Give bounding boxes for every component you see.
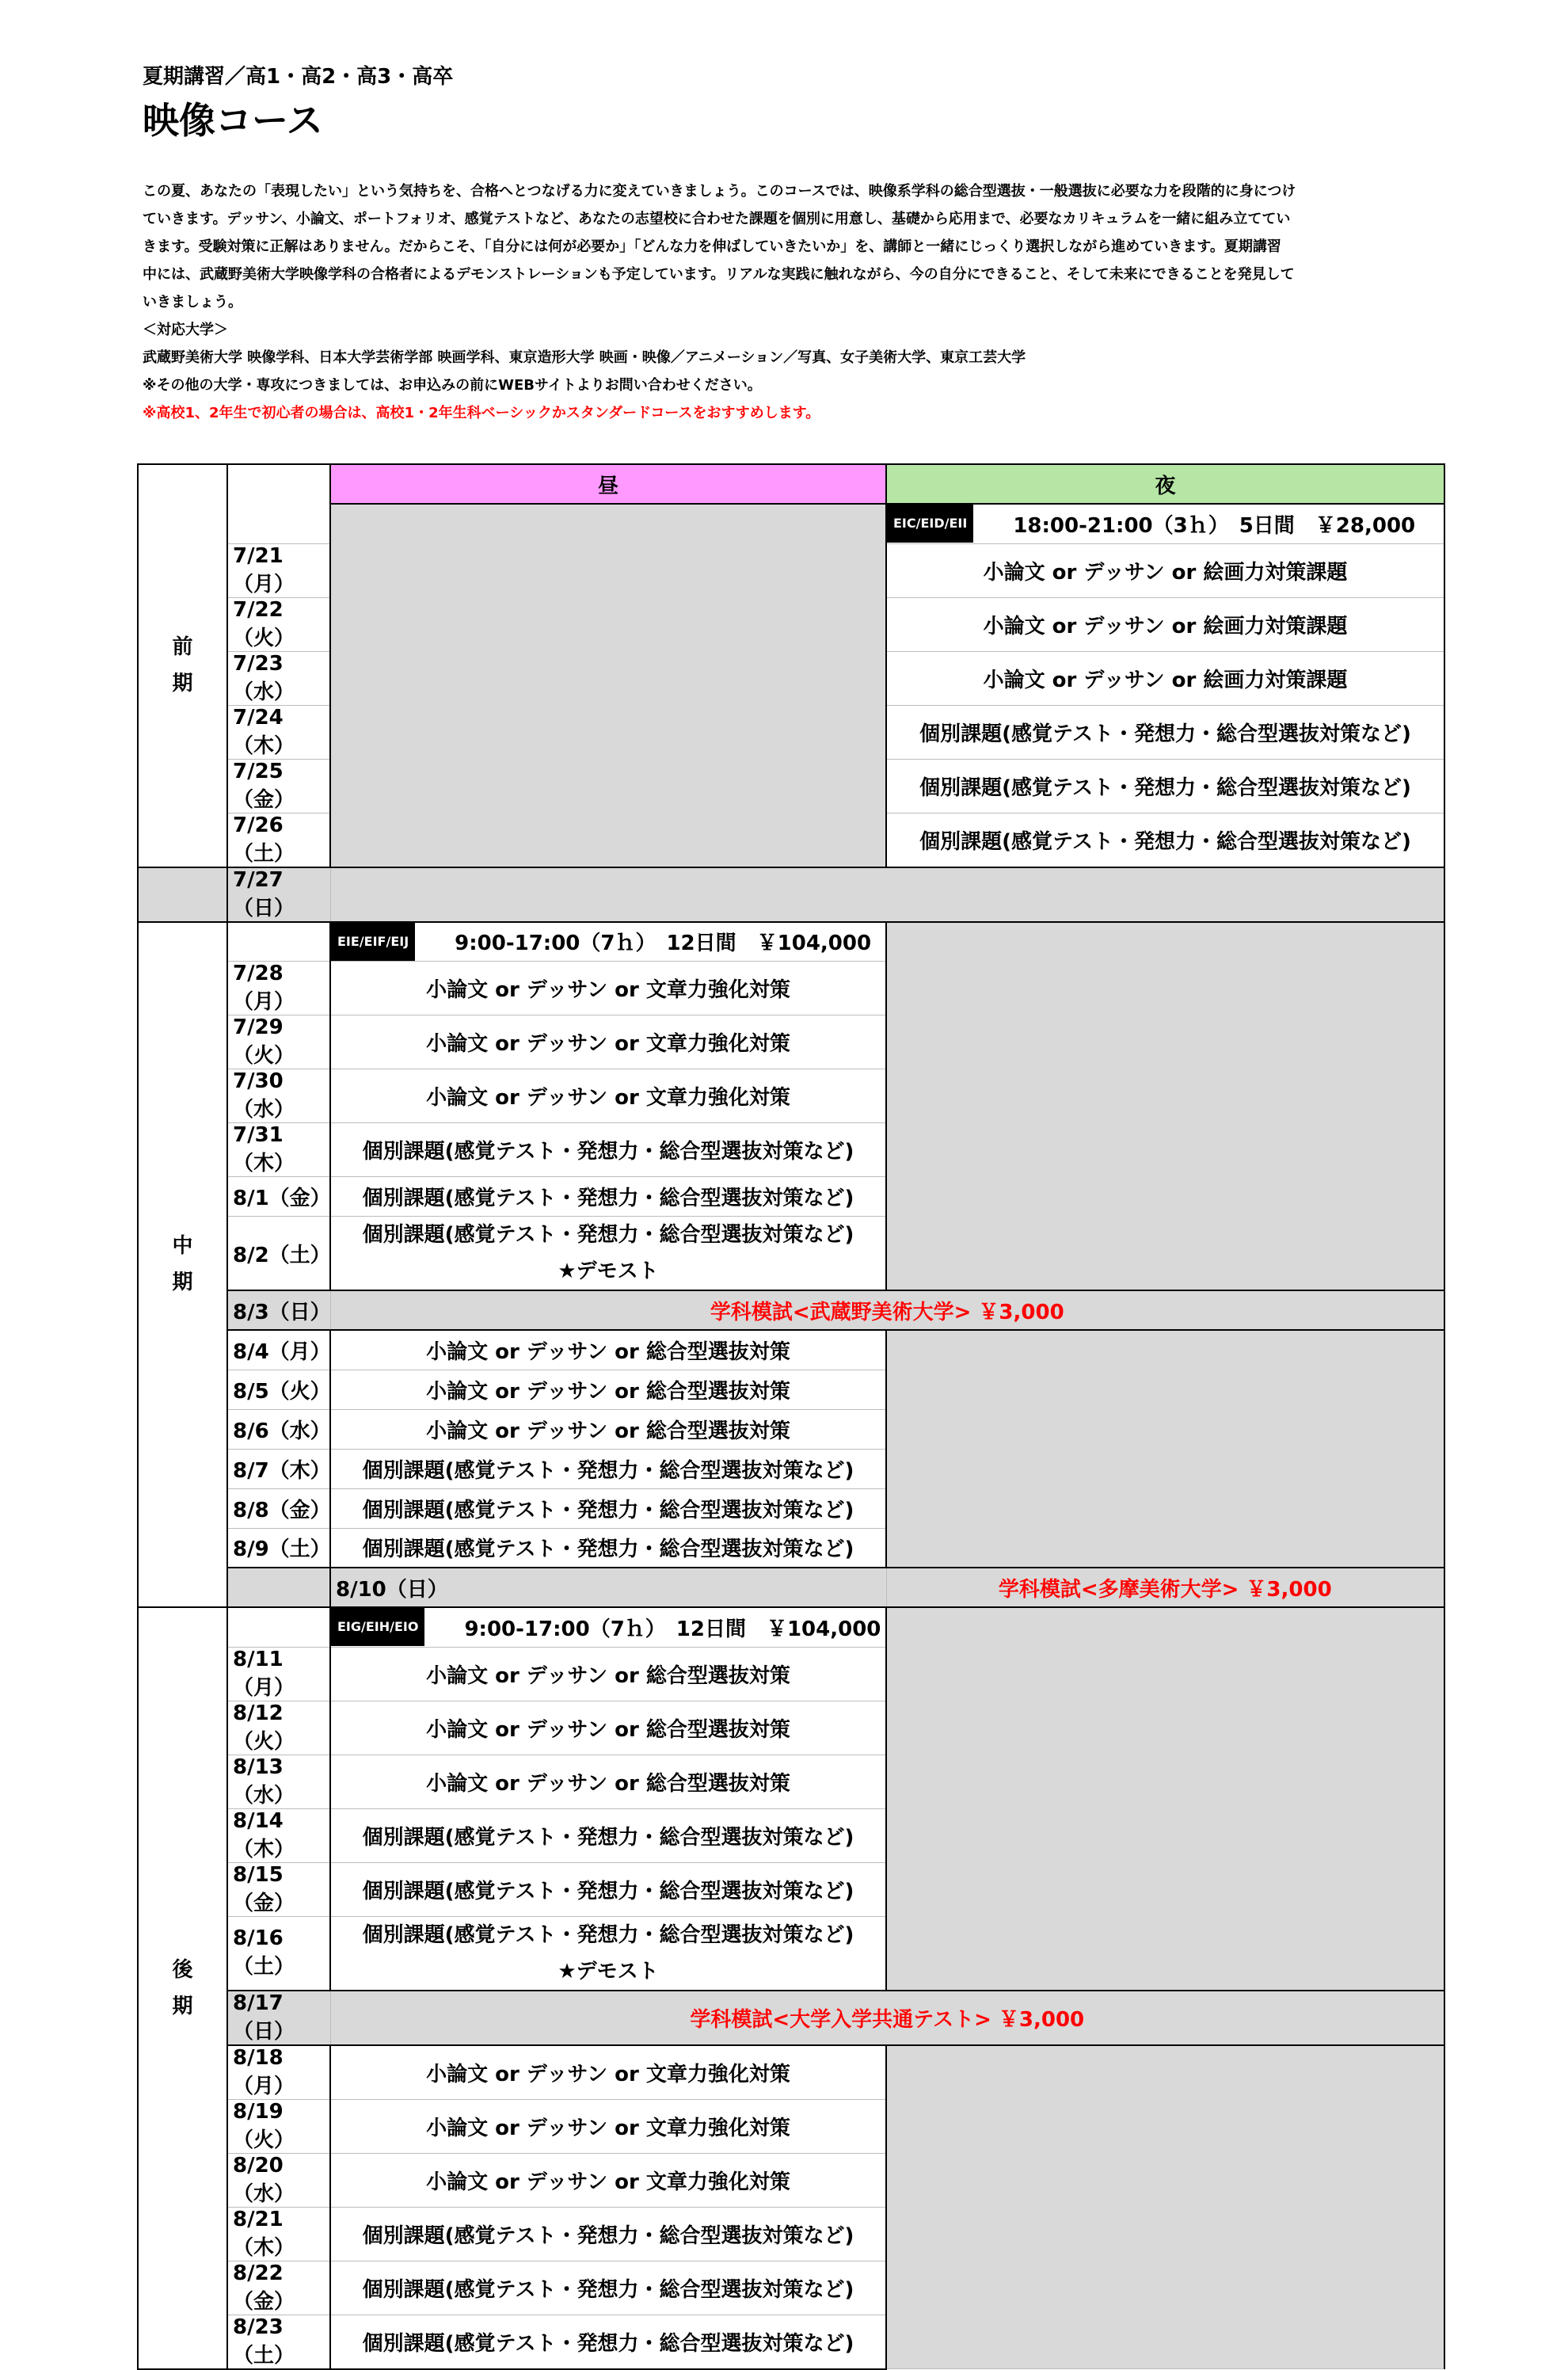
date-cell: 7/30（水） — [227, 1069, 330, 1123]
session-cell: 小論文 or デッサン or 文章力強化対策 — [330, 1015, 886, 1069]
session-cell: 小論文 or デッサン or 絵画力対策課題 — [886, 597, 1444, 651]
intro-line: 中には、武蔵野美術大学映像学科の合格者によるデモンストレーションも予定しています。リアルな実践に触れながら、今の自分にできること、そして未来にできることを発見して — [143, 266, 1295, 283]
night-inactive-block — [886, 922, 1444, 1291]
course-code-badge: EIC/EID/EII — [887, 505, 973, 543]
day-inactive-block — [330, 504, 886, 867]
date-cell: 7/25（金） — [227, 759, 330, 813]
night-inactive-block — [886, 2045, 1444, 2369]
date-cell: 8/10（日） — [330, 1568, 886, 1607]
session-text: 個別課題(感覚テスト・発想力・総合型選抜対策など) — [362, 1922, 854, 1947]
session-cell: 個別課題(感覚テスト・発想力・総合型選抜対策など) — [330, 1862, 886, 1916]
session-cell: 個別課題(感覚テスト・発想力・総合型選抜対策など) — [330, 1123, 886, 1177]
night-info-row — [138, 504, 1444, 543]
date-cell: 8/7（木） — [227, 1449, 330, 1488]
schedule-row — [138, 1330, 1444, 1370]
date-blank — [227, 1607, 330, 1647]
day-course-info — [330, 922, 886, 962]
date-cell: 8/8（金） — [227, 1488, 330, 1528]
date-cell: 8/17（日） — [227, 1991, 330, 2045]
course-time-price: 9:00-17:00（7ｈ） 12日間 ￥104,000 — [455, 932, 872, 956]
session-cell: 個別課題(感覚テスト・発想力・総合型選抜対策など) — [330, 2315, 886, 2369]
session-cell: 小論文 or デッサン or 総合型選抜対策 — [330, 1370, 886, 1409]
date-blank — [227, 922, 330, 962]
demo-label: ★デモスト — [558, 1259, 659, 1283]
course-code-badge: EIG/EIH/EIO — [331, 1608, 424, 1646]
date-cell: 8/21（木） — [227, 2207, 330, 2261]
session-cell: 個別課題(感覚テスト・発想力・総合型選抜対策など) — [330, 1449, 886, 1488]
session-cell: 小論文 or デッサン or 総合型選抜対策 — [330, 1755, 886, 1808]
date-cell: 8/9（土） — [227, 1528, 330, 1568]
exam-row — [138, 1568, 1444, 1607]
date-cell: 8/13（水） — [227, 1755, 330, 1808]
session-cell: 小論文 or デッサン or 文章力強化対策 — [330, 2045, 886, 2100]
session-cell: 小論文 or デッサン or 総合型選抜対策 — [330, 1701, 886, 1755]
date-cell: 8/5（火） — [227, 1370, 330, 1409]
session-cell: 小論文 or デッサン or 文章力強化対策 — [330, 962, 886, 1015]
session-cell: 個別課題(感覚テスト・発想力・総合型選抜対策など) — [330, 1488, 886, 1528]
date-cell: 8/2（土） — [227, 1217, 330, 1291]
date-cell: 8/16（土） — [227, 1916, 330, 1991]
session-cell: 個別課題(感覚テスト・発想力・総合型選抜対策など) — [330, 1808, 886, 1862]
date-cell: 7/27（日） — [227, 867, 330, 922]
mock-exam-label: 学科模試<大学入学共通テスト> ￥3,000 — [330, 1991, 1444, 2045]
schedule-row — [138, 2045, 1444, 2100]
intro-line: きます。受験対策に正解はありません。だからこそ、「自分には何が必要か」「どんな力を伸ばしていきたいか」を、講師と一緒にじっくり選択しながら進めていきます。夏期講習 — [143, 238, 1281, 255]
course-code-badge: EIE/EIF/EIJ — [331, 923, 415, 961]
date-blank — [227, 464, 330, 543]
session-cell — [330, 1916, 886, 1991]
date-cell: 8/22（金） — [227, 2261, 330, 2315]
mock-exam-label: 学科模試<多摩美術大学> ￥3,000 — [886, 1568, 1444, 1607]
date-cell: 8/20（水） — [227, 2153, 330, 2207]
night-inactive-block — [886, 1607, 1444, 1991]
term-first: 前 期 — [138, 464, 227, 867]
date-cell: 8/1（金） — [227, 1177, 330, 1217]
page-subtitle: 夏期講習／高1・高2・高3・高卒 — [143, 65, 454, 89]
date-cell: 8/6（水） — [227, 1409, 330, 1449]
date-cell: 7/23（水） — [227, 651, 330, 705]
night-header: 夜 — [886, 464, 1444, 504]
date-cell: 8/12（火） — [227, 1701, 330, 1755]
date-cell: 8/11（月） — [227, 1647, 330, 1701]
term-blank — [138, 867, 227, 922]
session-cell: 小論文 or デッサン or 文章力強化対策 — [330, 1069, 886, 1123]
schedule-table — [137, 463, 1445, 2370]
term-middle: 中 期 — [138, 922, 227, 1608]
date-cell: 7/26（土） — [227, 813, 330, 867]
term-blank — [227, 1568, 330, 1607]
course-time-price: 18:00-21:00（3ｈ） 5日間 ￥28,000 — [1013, 513, 1416, 538]
session-cell: 個別課題(感覚テスト・発想力・総合型選抜対策など) — [886, 759, 1444, 813]
date-cell: 8/15（金） — [227, 1862, 330, 1916]
session-cell: 小論文 or デッサン or 文章力強化対策 — [330, 2153, 886, 2207]
mock-exam-label: 学科模試<武蔵野美術大学> ￥3,000 — [330, 1290, 1444, 1330]
intro-line: いきましょう。 — [143, 294, 242, 311]
session-text: 個別課題(感覚テスト・発想力・総合型選抜対策など) — [362, 1223, 854, 1247]
university-list: 武蔵野美術大学 映像学科、日本大学芸術学部 映画学科、東京造形大学 映画・映像／アニメーション／写真、女子美術大学、東京工芸大学 — [143, 349, 1026, 366]
term-last: 後 期 — [138, 1607, 227, 2369]
demo-label: ★デモスト — [558, 1959, 659, 1983]
date-cell: 7/29（火） — [227, 1015, 330, 1069]
day-info-row — [138, 1607, 1444, 1647]
session-cell: 小論文 or デッサン or 総合型選抜対策 — [330, 1409, 886, 1449]
holiday-row — [138, 867, 1444, 922]
inquiry-note: ※その他の大学・専攻につきましては、お申込みの前にWEBサイトよりお問い合わせください。 — [143, 377, 762, 394]
header-row — [138, 464, 1444, 504]
date-cell: 8/3（日） — [227, 1290, 330, 1330]
session-cell: 個別課題(感覚テスト・発想力・総合型選抜対策など) — [330, 1528, 886, 1568]
holiday-note — [330, 867, 1444, 922]
date-cell: 7/21（月） — [227, 543, 330, 597]
date-cell: 7/22（火） — [227, 597, 330, 651]
course-time-price: 9:00-17:00（7ｈ） 12日間 ￥104,000 — [464, 1617, 881, 1641]
date-cell: 8/4（月） — [227, 1330, 330, 1370]
exam-row — [138, 1991, 1444, 2045]
intro-line: ていきます。デッサン、小論文、ポートフォリオ、感覚テストなど、あなたの志望校に合わせた課題を個別に用意し、基礎から応用まで、必要なカリキュラムを一緒に組み立ててい — [143, 211, 1291, 227]
session-cell: 個別課題(感覚テスト・発想力・総合型選抜対策など) — [330, 1177, 886, 1217]
day-header: 昼 — [330, 464, 886, 504]
session-cell: 個別課題(感覚テスト・発想力・総合型選抜対策など) — [330, 2207, 886, 2261]
exam-row — [138, 1290, 1444, 1330]
night-inactive-block — [886, 1330, 1444, 1568]
night-course-info — [886, 504, 1444, 543]
day-course-info — [330, 1607, 886, 1647]
intro-line: この夏、あなたの「表現したい」という気持ちを、合格へとつなげる力に変えていきましょう。このコースでは、映像系学科の総合型選抜・一般選抜に必要な力を段階的に身につけ — [143, 183, 1296, 200]
day-info-row — [138, 922, 1444, 962]
intro-section — [143, 177, 1433, 427]
date-cell: 7/28（月） — [227, 962, 330, 1015]
session-cell: 個別課題(感覚テスト・発想力・総合型選抜対策など) — [886, 813, 1444, 867]
date-cell: 8/23（土） — [227, 2315, 330, 2369]
session-cell: 個別課題(感覚テスト・発想力・総合型選抜対策など) — [886, 705, 1444, 759]
date-cell: 7/24（木） — [227, 705, 330, 759]
date-cell: 8/19（火） — [227, 2099, 330, 2153]
date-cell: 8/18（月） — [227, 2045, 330, 2100]
date-cell: 8/14（木） — [227, 1808, 330, 1862]
beginner-note: ※高校1、2年生で初心者の場合は、高校1・2年生科ベーシックかスタンダードコースをおすすめします。 — [143, 405, 820, 421]
session-cell: 小論文 or デッサン or 総合型選抜対策 — [330, 1647, 886, 1701]
session-cell: 小論文 or デッサン or 文章力強化対策 — [330, 2099, 886, 2153]
session-cell — [330, 1217, 886, 1291]
session-cell: 小論文 or デッサン or 絵画力対策課題 — [886, 543, 1444, 597]
page-title: 映像コース — [143, 99, 323, 142]
session-cell: 個別課題(感覚テスト・発想力・総合型選抜対策など) — [330, 2261, 886, 2315]
session-cell: 小論文 or デッサン or 総合型選抜対策 — [330, 1330, 886, 1370]
session-cell: 小論文 or デッサン or 絵画力対策課題 — [886, 651, 1444, 705]
date-cell: 7/31（木） — [227, 1123, 330, 1177]
university-heading: ＜対応大学＞ — [143, 322, 228, 338]
